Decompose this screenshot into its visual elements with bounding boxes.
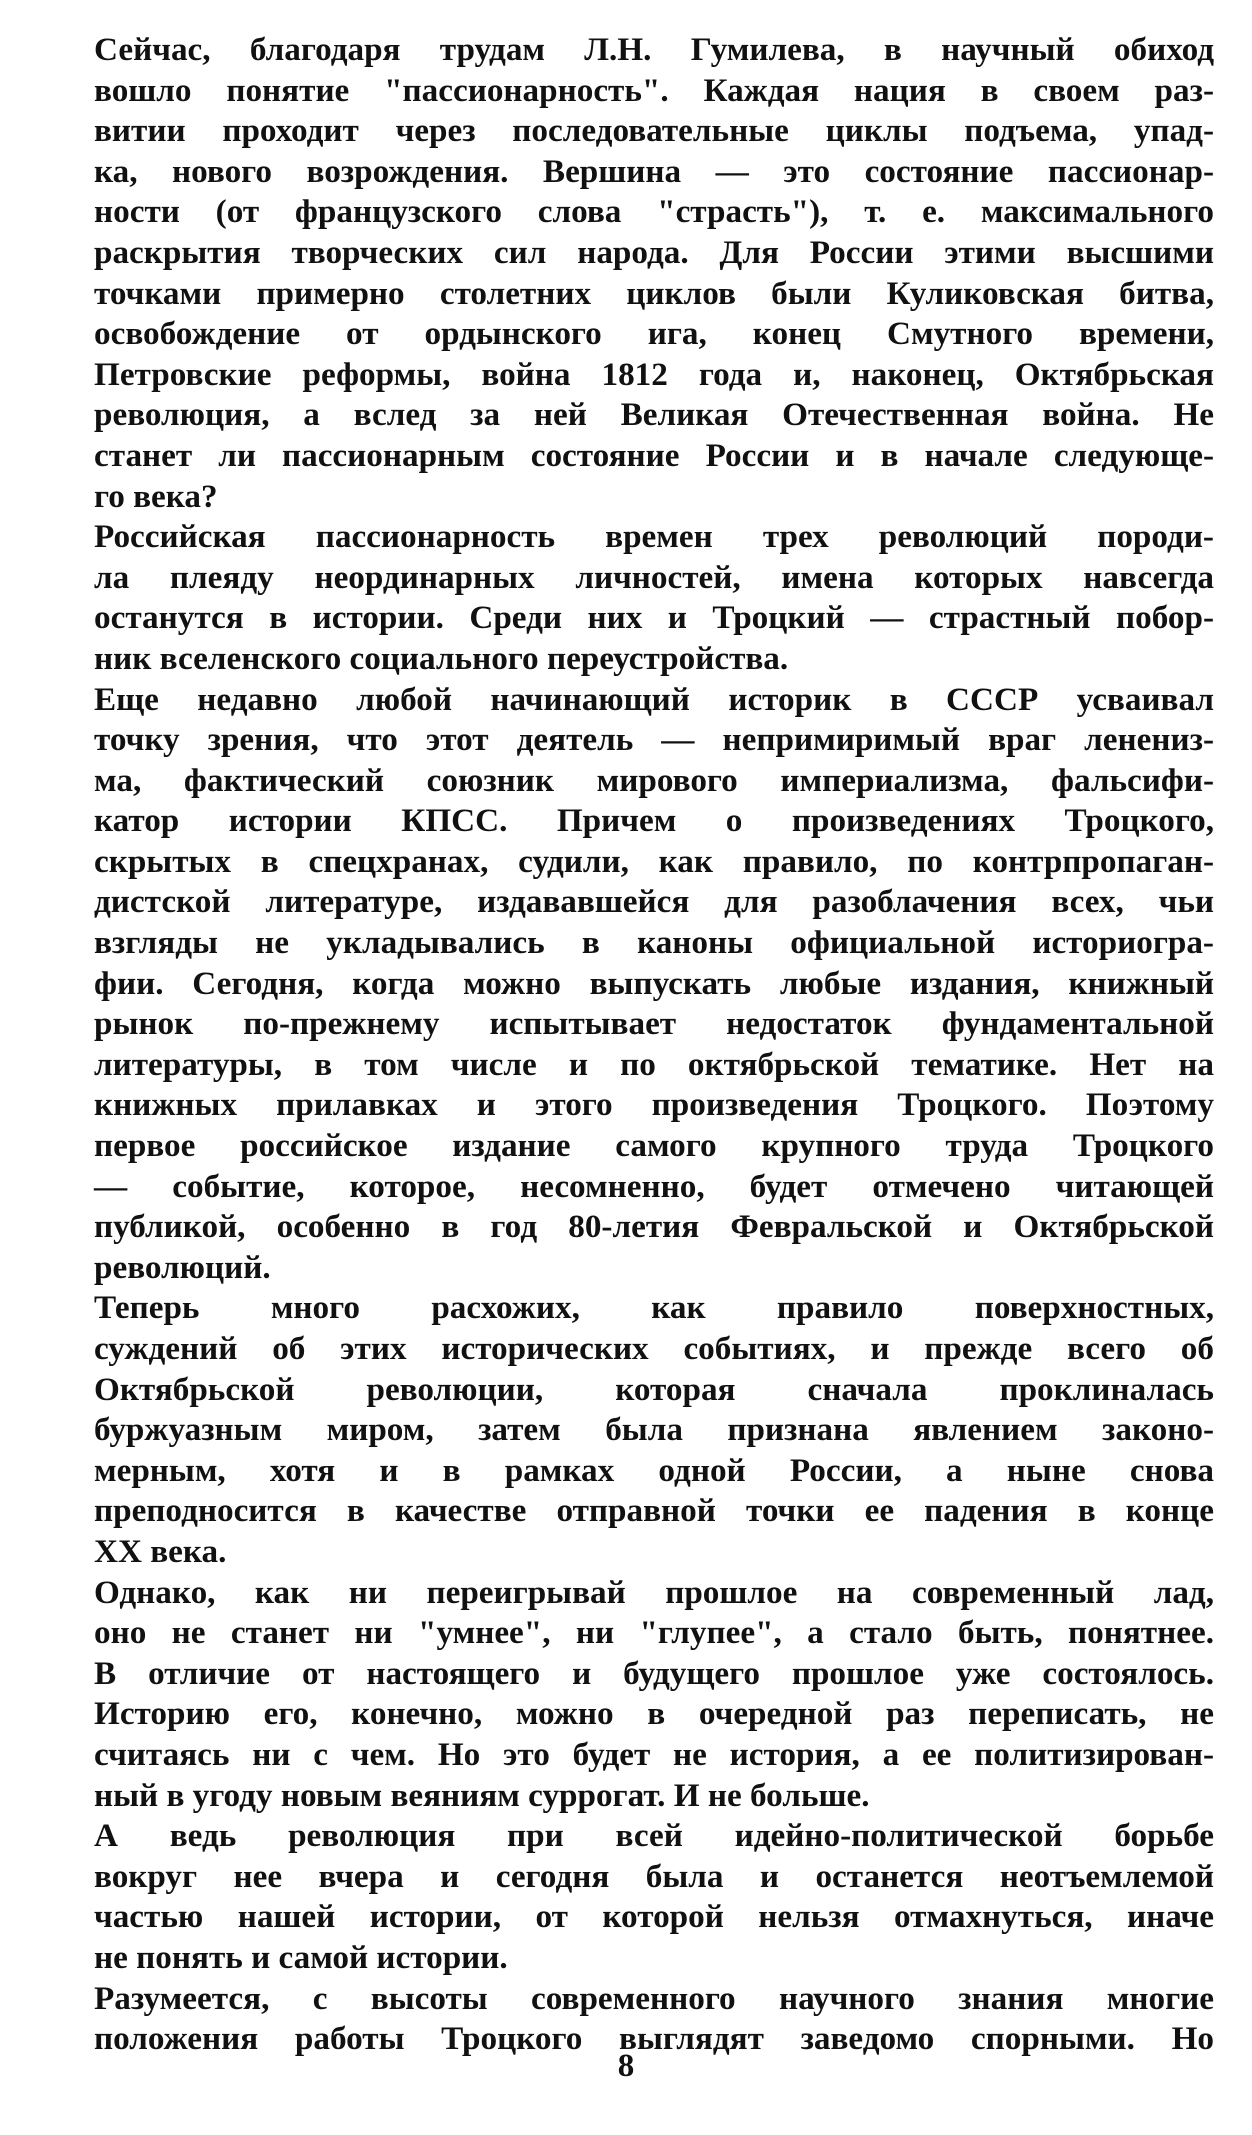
paragraph <box>38 1288 1214 1572</box>
paragraph <box>38 1573 1214 1817</box>
text-line: XX века. <box>94 1532 227 1570</box>
text-line: станет ли пассионарным состояние России и в начале следующе- <box>94 436 1214 474</box>
text-line: катор истории КПСС. Причем о произведениях Троцкого, <box>94 802 1214 840</box>
text-line: Еще недавно любой начинающий историк в СССР усваивал <box>94 680 1214 718</box>
text-line: Однако, как ни переигрывай прошлое на современный лад, <box>94 1573 1214 1611</box>
text-line: скрытых в спецхранах, судили, как правило, по контрпропаган- <box>94 842 1214 880</box>
text-line: рынок по-прежнему испытывает недостаток фундаментальной <box>94 1005 1214 1043</box>
text-line: суждений об этих исторических событиях, и прежде всего об <box>94 1330 1214 1367</box>
paragraph <box>38 30 1214 517</box>
text-line: преподносится в качестве отправной точки ее падения в конце <box>94 1492 1214 1530</box>
text-line: ности (от французского слова "страсть"), т. е. максимального <box>94 193 1214 231</box>
text-line: оно не станет ни "умнее", ни "глупее", а стало быть, понятнее. <box>94 1614 1214 1652</box>
text-line: Историю его, конечно, можно в очередной раз переписать, не <box>94 1695 1214 1733</box>
text-line: Сейчас, благодаря трудам Л.Н. Гумилева, в научный обиход <box>94 31 1214 68</box>
text-line: революций. <box>94 1248 271 1286</box>
text-line: взгляды не укладывались в каноны официальной историогра- <box>94 924 1214 962</box>
text-line: Теперь много расхожих, как правило поверхностных, <box>94 1289 1214 1327</box>
text-line: не понять и самой истории. <box>94 1938 508 1976</box>
paragraph <box>38 1816 1214 1978</box>
text-line: ла плеяду неординарных личностей, имена которых навсегда <box>94 558 1214 596</box>
text-line: буржуазным миром, затем была признана явлением законо- <box>94 1411 1214 1449</box>
text-line: частью нашей истории, от которой нельзя отмахнуться, иначе <box>94 1898 1214 1936</box>
text-line: считаясь ни с чем. Но это будет не история, а ее политизирован- <box>94 1735 1214 1773</box>
text-line: вошло понятие "пассионарность". Каждая нация в своем раз- <box>94 71 1214 109</box>
text-line: дистской литературе, издававшейся для разоблачения всех, чьи <box>94 883 1214 921</box>
text-line: вокруг нее вчера и сегодня была и останется неотъемлемой <box>94 1857 1214 1895</box>
text-line: А ведь революция при всей идейно-политической борьбе <box>94 1817 1214 1855</box>
text-line: книжных прилавках и этого произведения Троцкого. Поэтому <box>94 1086 1214 1124</box>
page-body <box>38 30 1214 2060</box>
page-number: 8 <box>617 2048 635 2084</box>
text-line: раскрытия творческих сил народа. Для России этими высшими <box>94 233 1214 271</box>
text-line: мерным, хотя и в рамках одной России, а ныне снова <box>94 1451 1214 1489</box>
text-line: фии. Сегодня, когда можно выпускать любые издания, книжный <box>94 964 1214 1002</box>
text-line: ник вселенского социального переустройства. <box>94 639 789 677</box>
text-line: точками примерно столетних циклов были Куликовская битва, <box>94 274 1214 312</box>
paragraph <box>38 680 1214 1289</box>
text-line: Петровские реформы, война 1812 года и, наконец, Октябрьская <box>94 355 1214 393</box>
text-line: — событие, которое, несомненно, будет отмечено читающей <box>94 1167 1214 1205</box>
text-line: литературы, в том числе и по октябрьской тематике. Нет на <box>94 1045 1214 1083</box>
paragraph <box>38 517 1214 679</box>
text-line: Октябрьской революции, которая сначала проклиналась <box>94 1370 1214 1408</box>
text-line: Российская пассионарность времен трех революций породи- <box>94 518 1214 556</box>
text-line: ный в угоду новым веяниям суррогат. И не больше. <box>94 1776 870 1814</box>
text-line: революция, а вслед за ней Великая Отечественная война. Не <box>94 396 1214 434</box>
text-line: точку зрения, что этот деятель — непримиримый враг ленениз- <box>94 721 1214 759</box>
text-line: го века? <box>94 477 218 515</box>
text-line: ма, фактический союзник мирового империализма, фальсифи- <box>94 761 1214 799</box>
text-line: публикой, особенно в год 80-летия Февральской и Октябрьской <box>94 1208 1214 1246</box>
text-line: останутся в истории. Среди них и Троцкий — страстный побор- <box>94 599 1214 637</box>
text-line: ка, нового возрождения. Вершина — это состояние пассионар- <box>94 152 1214 190</box>
text-line: В отличие от настоящего и будущего прошлое уже состоялось. <box>94 1654 1214 1692</box>
text-line: положения работы Троцкого выглядят заведомо спорными. Но <box>94 2020 1214 2058</box>
text-line: освобождение от ордынского ига, конец Смутного времени, <box>94 315 1214 353</box>
text-line: витии проходит через последовательные циклы подъема, упад- <box>94 112 1214 150</box>
text-line: Разумеется, с высоты современного научного знания многие <box>94 1979 1214 2017</box>
text-line: первое российское издание самого крупного труда Троцкого <box>94 1127 1214 1165</box>
